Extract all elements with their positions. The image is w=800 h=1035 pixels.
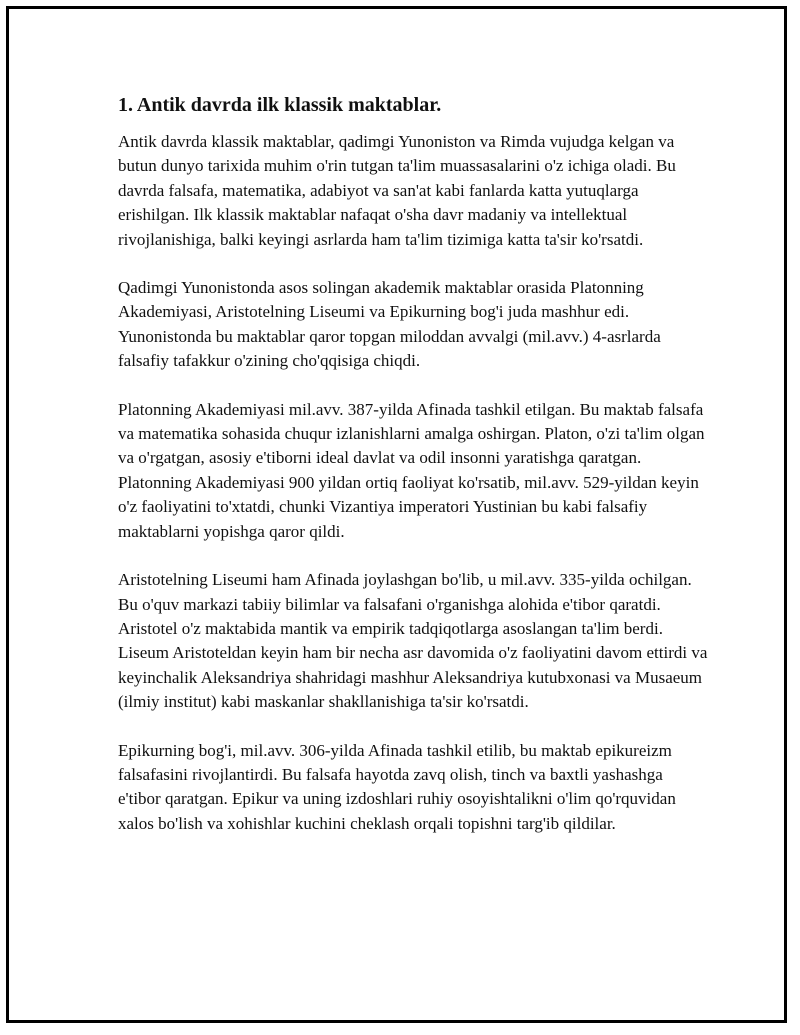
paragraph-aristotle-lyceum: Aristotelning Liseumi ham Afinada joylashgan bo'lib, u mil.avv. 335-yilda ochilgan. Bu o'quv markazi tabiiy bilimlar va falsafani o'rganishga alohida e'tibor qaratdi. Aristotel o'z maktabida mantik va empirik tadqiqotlarga asoslangan ta'lim berdi. Liseum Aristoteldan keyin ham bir necha asr davomida o'z faoliyatini davom ettirdi va keyinchalik Aleksandriya shahridagi mashhur Aleksandriya kutubxonasi va Musaeum (ilmiy institut) kabi maskanlar shakllanishiga ta'sir ko'rsatdi. — [118, 570, 708, 712]
paragraph-intro: Antik davrda klassik maktablar, qadimgi Yunoniston va Rimda vujudga kelgan va butun dunyo tarixida muhim o'rin tutgan ta'lim muassasalarini o'z ichiga oladi. Bu davrda falsafa, matematika, adabiyot va san'at kabi fanlarda katta yutuqlarga erishilgan. Ilk klassik maktablar nafaqat o'sha davr madaniy va intellektual rivojlanishiga, balki keyingi asrlarda ham ta'lim tizimiga katta ta'sir ko'rsatdi. — [118, 132, 676, 249]
paragraph-epicurus-garden: Epikurning bog'i, mil.avv. 306-yilda Afinada tashkil etilib, bu maktab epikureizm falsafasini rivojlantirdi. Bu falsafa hayotda zavq olish, tinch va baxtli yashashga e'tibor qaratgan. Epikur va uning izdoshlari ruhiy osoyishtalikni o'lim qo'rquvidan xalos bo'lish va xohishlar kuchini cheklash orqali topishni targ'ib qildilar. — [118, 740, 676, 833]
document-body — [118, 92, 708, 860]
paragraph-schools: Qadimgi Yunonistonda asos solingan akademik maktablar orasida Platonning Akademiyasi, Aristotelning Liseumi va Epikurning bog'i juda mashhur edi. Yunonistonda bu maktablar qaror topgan miloddan avvalgi (mil.avv.) 4-asrlarda falsafiy tafakkur o'zining cho'qqisiga chiqdi. — [118, 278, 661, 371]
paragraph-platon-academy: Platonning Akademiyasi mil.avv. 387-yilda Afinada tashkil etilgan. Bu maktab falsafa va matematika sohasida chuqur izlanishlarni amalga oshirgan. Platon, o'zi ta'lim olgan va o'rgatgan, asosiy e'tiborni ideal davlat va odil insonni yaratishga qaratgan. Platonning Akademiyasi 900 yildan ortiq faoliyat ko'rsatib, mil.avv. 529-yildan keyin o'z faoliyatini to'xtatdi, chunki Vizantiya imperatori Yustinian bu kabi falsafiy maktablarni yopishga qaror qildi. — [118, 399, 705, 541]
section-heading: 1. Antik davrda ilk klassik maktablar. — [118, 94, 442, 116]
